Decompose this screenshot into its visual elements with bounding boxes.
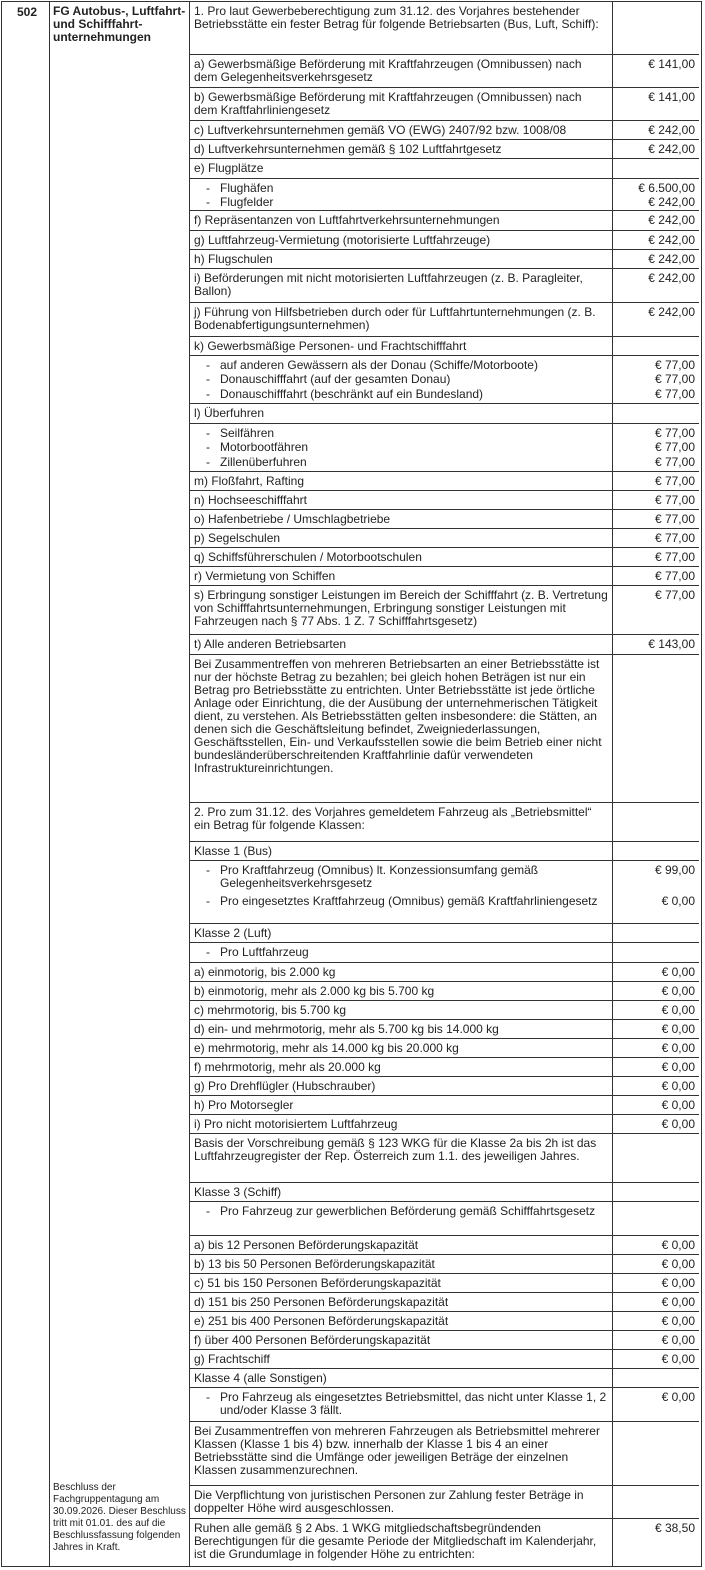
row-price: € 0,00 [661,1003,695,1017]
row-text: Flugfelder [220,195,274,209]
table-row [190,193,699,208]
dash-bullet: - [206,440,210,454]
row-price: € 77,00 [654,474,695,488]
row-text: Pro Luftfahrzeug [220,945,309,959]
table-row [190,654,699,800]
table-row [190,158,699,178]
table-row [190,1076,699,1094]
table-row [190,981,699,999]
row-price: € 242,00 [648,252,695,266]
row-text: d) Luftverkehrsunternehmen gemäß § 102 Luftfahrtgesetz [194,142,502,156]
table-row [190,1292,699,1310]
dash-bullet: - [206,1204,210,1218]
row-text: j) Führung von Hilfsbetrieben durch oder für Luftfahrtunternehmungen (z. B. Bodenabfertigungsunternehmen) [194,305,596,332]
row-text: 2. Pro zum 31.12. des Vorjahres gemeldetem Fahrzeug als „Betriebsmittel“ ein Betrag für folgende Klassen: [194,805,592,832]
dash-bullet: - [206,195,210,209]
row-price: € 77,00 [654,531,695,545]
row-price: € 242,00 [648,305,695,319]
row-text: h) Pro Motorsegler [194,1098,294,1112]
row-price: € 0,00 [661,1352,695,1366]
row-text: e) 251 bis 400 Personen Beförderungskapazität [194,1314,449,1328]
row-price: € 38,50 [654,1521,695,1535]
row-text: Pro Fahrzeug zur gewerblichen Beförderung gemäß Schifffahrtsgesetz [220,1204,596,1218]
dash-bullet: - [206,372,210,386]
table-row [190,860,699,892]
name-column [50,2,190,1566]
dash-bullet: - [206,455,210,469]
table-row [190,471,699,489]
table-row [190,1387,699,1419]
row-price: € 0,00 [661,984,695,998]
table-row [190,892,699,923]
table-row [190,1038,699,1056]
row-price: € 77,00 [654,440,695,454]
row-price: € 0,00 [661,1257,695,1271]
table-row [190,249,699,267]
table-row [190,634,699,652]
row-text: a) einmotorig, bis 2.000 kg [194,965,336,979]
table-row [190,210,699,228]
row-text: i) Pro nicht motorisiertem Luftfahrzeug [194,1117,398,1131]
table-row [190,355,699,370]
table-row [190,802,699,840]
table-row [190,1095,699,1113]
row-text: Motorbootfähren [220,440,309,454]
row-price: € 77,00 [654,550,695,564]
row-text: Bei Zusammentreffen von mehreren Betriebsarten an einer Betriebsstätte ist nur der höchste Betrag zu bezahlen; bei gleich hohen Beträgen ist nur ein Betrag pro Betriebsstätte zu entrichten. Unter Betriebsstätte ist jede örtliche Anlage oder Einrichtung, die der Ausübung der unternehmerischen Tätigkeit dient, zu verstehen. Als Betriebsstätten gelten insbesondere: die Stätten, an denen sich die Geschäftsleitung befindet, Zweigniederlassungen, Geschäftsstellen, Ein- und Verkaufsstellen sowie die beim Betrieb einer nicht bundesländerüberschreitenden Kraftfahrlinie dafür verwendeten Infrastruktureinrichtungen. [194,657,602,775]
dash-bullet: - [206,181,210,195]
row-text: b) 13 bis 50 Personen Beförderungskapazität [194,1257,435,1271]
row-text: n) Hochseeschifffahrt [194,493,307,507]
row-price: € 242,00 [648,213,695,227]
row-text: m) Floßfahrt, Rafting [194,474,305,488]
row-price: € 0,00 [661,1041,695,1055]
row-price: € 0,00 [661,1060,695,1074]
row-text: Donauschifffahrt (beschränkt auf ein Bundesland) [220,387,484,401]
row-text: q) Schiffsführerschulen / Motorbootschulen [194,550,422,564]
table-row [190,120,699,138]
row-text: c) Luftverkehrsunternehmen gemäß VO (EWG) 2407/92 bzw. 1008/08 [194,123,567,137]
table-row [190,1235,699,1253]
table-row [190,509,699,527]
row-text: Seilfähren [220,426,275,440]
row-price: € 77,00 [654,588,695,602]
table-row [190,1201,699,1233]
table-row [190,528,699,546]
table-row [190,585,699,632]
row-price: € 242,00 [648,123,695,137]
table-row [190,1019,699,1037]
row-text: 1. Pro laut Gewerbeberechtigung zum 31.12. des Vorjahres bestehender Betriebsstätte ein fester Betrag für folgende Betriebsarten (Bus, Luft, Schiff): [194,4,599,31]
table-row [190,385,699,400]
table-row [190,566,699,584]
table-row [190,1133,699,1180]
row-text: auf anderen Gewässern als der Donau (Schiffe/Motorboote) [220,358,538,372]
row-text: t) Alle anderen Betriebsarten [194,637,347,651]
row-text: Flughäfen [220,181,274,195]
table-row [190,1518,699,1568]
row-text: h) Flugschulen [194,252,273,266]
table-row [190,302,699,333]
table-row [190,178,699,193]
table-row [190,1330,699,1348]
table-row [190,403,699,423]
row-price: € 0,00 [661,1079,695,1093]
entry-name: FG Autobus-, Luftfahrt- und Schifffahrt-unternehmungen [53,4,186,44]
row-price: € 242,00 [648,233,695,247]
table-row [190,87,699,117]
row-text: f) mehrmotorig, mehr als 20.000 kg [194,1060,381,1074]
table-row [190,423,699,438]
row-text: Klasse 3 (Schiff) [194,1185,282,1199]
row-text: d) ein- und mehrmotorig, mehr als 5.700 kg bis 14.000 kg [194,1022,499,1036]
dash-bullet: - [206,863,210,877]
table-row [190,547,699,565]
row-text: l) Überfuhren [194,406,265,420]
row-price: € 0,00 [661,1117,695,1131]
row-text: c) 51 bis 150 Personen Beförderungskapazität [194,1276,441,1290]
row-text: Pro eingesetztes Kraftfahrzeug (Omnibus) gemäß Kraftfahrliniengesetz [220,894,598,908]
table-row [190,1421,699,1483]
row-text: e) mehrmotorig, mehr als 14.000 kg bis 20.000 kg [194,1041,459,1055]
row-price: € 0,00 [661,1314,695,1328]
row-price: € 143,00 [648,637,695,651]
row-text: Zillenüberfuhren [220,455,307,469]
row-text: Klasse 1 (Bus) [194,844,273,858]
row-price: € 77,00 [654,426,695,440]
row-text: b) einmotorig, mehr als 2.000 kg bis 5.700 kg [194,984,435,998]
row-price: € 77,00 [654,455,695,469]
row-price: € 242,00 [648,195,695,209]
table-row [190,923,699,942]
table-row [190,962,699,980]
table-row [190,268,699,299]
table-row [190,1254,699,1272]
row-text: Ruhen alle gemäß § 2 Abs. 1 WKG mitgliedschaftsbegründenden Berechtigungen für die gesamte Periode der Mitgliedschaft im Kalenderjahr, ist die Grundumlage in folgender Höhe zu entrichten: [194,1521,597,1561]
table-row [190,841,699,859]
row-text: a) Gewerbsmäßige Beförderung mit Kraftfahrzeugen (Omnibussen) nach dem Gelegenheitsverkehrsgesetz [194,57,582,84]
row-price: € 0,00 [661,965,695,979]
row-text: Die Verpflichtung von juristischen Personen zur Zahlung fester Beträge in doppelter Höhe wird ausgeschlossen. [194,1488,584,1515]
row-text: Basis der Vorschreibung gemäß § 123 WKG für die Klasse 2a bis 2h ist das Luftfahrzeugregister der Rep. Österreich zum 1.1. des jeweiligen Jahres. [194,1136,597,1163]
table-row [190,139,699,157]
table-row [190,1368,699,1386]
row-price: € 0,00 [661,1022,695,1036]
row-price: € 77,00 [654,358,695,372]
row-text: i) Beförderungen mit nicht motorisierten Luftfahrzeugen (z. B. Paragleiter, Ballon) [194,271,583,298]
row-text: o) Hafenbetriebe / Umschlagbetriebe [194,512,391,526]
table-row [190,370,699,385]
row-price: € 0,00 [661,1390,695,1404]
resolution-note: Beschluss der Fachgruppentagung am 30.09.2026. Dieser Beschluss tritt mit 01.01. des auf die Beschlussfassung folgenden Jahres in Kraft. [53,1482,186,1553]
row-price: € 77,00 [654,569,695,583]
row-price: € 0,00 [661,1333,695,1347]
row-text: g) Pro Drehflügler (Hubschrauber) [194,1079,376,1093]
row-text: a) bis 12 Personen Beförderungskapazität [194,1238,419,1252]
number-column [2,2,50,1566]
dash-bullet: - [206,1390,210,1404]
dash-bullet: - [206,387,210,401]
row-text: f) über 400 Personen Beförderungskapazität [194,1333,431,1347]
table-row [190,1311,699,1329]
dash-bullet: - [206,894,210,908]
table-row [190,54,699,84]
table-row [190,1114,699,1132]
row-price: € 0,00 [661,1295,695,1309]
row-text: c) mehrmotorig, bis 5.700 kg [194,1003,347,1017]
table-row [190,1000,699,1018]
row-text: Klasse 2 (Luft) [194,926,272,940]
row-price: € 141,00 [648,57,695,71]
table-row [190,2,699,45]
description-column [190,2,695,1566]
row-text: p) Segelschulen [194,531,281,545]
row-price: € 77,00 [654,387,695,401]
table-row [190,438,699,453]
row-text: Klasse 4 (alle Sonstigen) [194,1371,327,1385]
table-row [190,490,699,508]
row-price: € 77,00 [654,493,695,507]
row-price: € 99,00 [654,863,695,877]
row-text: d) 151 bis 250 Personen Beförderungskapazität [194,1295,449,1309]
row-price: € 77,00 [654,372,695,386]
row-text: k) Gewerbsmäßige Personen- und Frachtschifffahrt [194,339,467,353]
row-price: € 77,00 [654,512,695,526]
dash-bullet: - [206,358,210,372]
entry-number: 502 [17,5,38,19]
table-row [190,1273,699,1291]
row-price: € 0,00 [661,1098,695,1112]
row-text: Pro Kraftfahrzeug (Omnibus) lt. Konzessionsumfang gemäß Gelegenheitsverkehrsgesetz [220,863,539,890]
row-price: € 141,00 [648,90,695,104]
row-text: r) Vermietung von Schiffen [194,569,336,583]
row-price: € 6.500,00 [638,181,695,195]
row-text: b) Gewerbsmäßige Beförderung mit Kraftfahrzeugen (Omnibussen) nach dem Kraftfahrliniengesetz [194,90,582,117]
dash-bullet: - [206,945,210,959]
row-text: Donauschifffahrt (auf der gesamten Donau) [220,372,451,386]
row-price: € 242,00 [648,271,695,285]
row-text: g) Luftfahrzeug-Vermietung (motorisierte Luftfahrzeuge) [194,233,491,247]
row-price: € 0,00 [661,894,695,908]
row-price: € 242,00 [648,142,695,156]
table-row [190,1485,699,1515]
row-text: Pro Fahrzeug als eingesetztes Betriebsmittel, das nicht unter Klasse 1, 2 und/oder Klasse 3 fällt. [220,1390,607,1417]
table-row [190,1182,699,1200]
fee-table [1,1,702,1567]
row-text: s) Erbringung sonstiger Leistungen im Bereich der Schifffahrt (z. B. Vertretung von Schifffahrtsunternehmungen, Erbringung sonstiger Leistungen mit Fahrzeugen nach § 77 Abs. 1 Z. 7 Schifffahrtsgesetz) [194,588,608,628]
row-text: g) Frachtschiff [194,1352,270,1366]
table-row [190,453,699,468]
row-price: € 0,00 [661,1238,695,1252]
table-row [190,230,699,248]
table-row [190,1057,699,1075]
row-text: e) Flugplätze [194,161,264,175]
table-row [190,942,699,961]
row-price: € 0,00 [661,1276,695,1290]
dash-bullet: - [206,426,210,440]
table-row [190,1349,699,1367]
row-text: Bei Zusammentreffen von mehreren Fahrzeugen als Betriebsmittel mehrerer Klassen (Klasse 1 bis 4) bzw. innerhalb der Klasse 1 bis 4 an einer Betriebsstätte sind die Umfänge oder jeweiligen Beträge der einzelnen Klassen zusammenzurechnen. [194,1424,600,1477]
table-row [190,336,699,356]
row-text: f) Repräsentanzen von Luftfahrtverkehrsunternehmungen [194,213,500,227]
